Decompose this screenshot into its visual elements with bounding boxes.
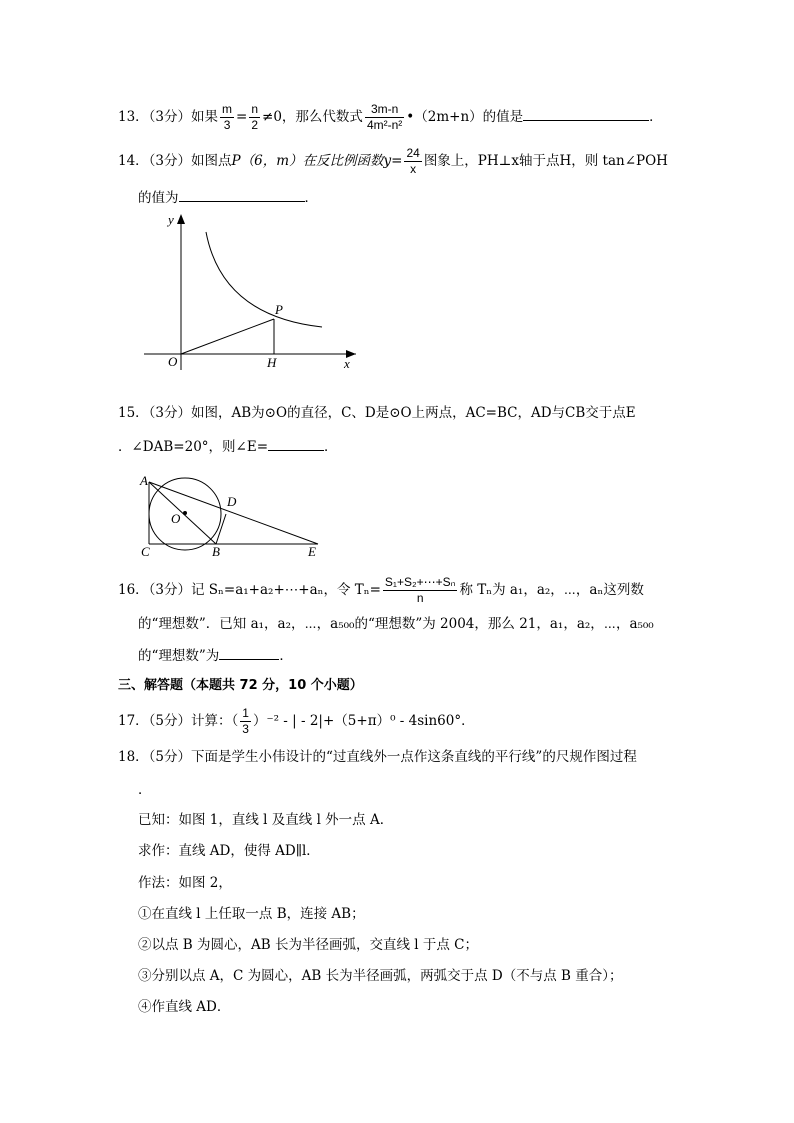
- label-O: O: [168, 354, 178, 369]
- label-E: E: [308, 544, 316, 559]
- label-P: P: [275, 302, 283, 317]
- hyperbola-curve: [206, 232, 322, 327]
- question-13: 13．（3分）如果 $\frac{m}{3}$ = $\frac{n}{2}$ ≠0，那么代数式 $\frac{3m-n}{\text{4m²-n²}}$ •（2m+n）的值是 ．: [118, 102, 663, 132]
- q13-prefix: 13．（3分）如果: [118, 109, 219, 125]
- q15-line-2: ．∠DAB=20°，则∠E= ．: [118, 436, 338, 457]
- q14-fraction-24-over-x: $\frac{24}{x}$: [406, 146, 420, 176]
- label-y: y: [168, 212, 174, 227]
- label-H: H: [267, 355, 277, 370]
- diameter-AB: [149, 482, 216, 544]
- question-18: 18．（5分）下面是学生小伟设计的“过直线外一点作这条直线的平行线”的尺规作图过程: [118, 749, 637, 765]
- q16-fraction: $\frac{\text{S₁+S₂+⋯+Sₙ}}{n}$: [384, 575, 456, 605]
- center-dot: [183, 511, 187, 515]
- q18-step-2: ②以点 B 为圆心，AB 长为半径画弧，交直线 l 于点 C；: [138, 937, 478, 953]
- segment-OP: [181, 319, 274, 354]
- q14-line-2: 的值为 ．: [138, 187, 318, 208]
- q15-answer-blank[interactable]: [268, 436, 324, 451]
- label-x: x: [344, 356, 350, 371]
- q14-answer-blank[interactable]: [179, 187, 305, 202]
- q18-step-1: ①在直线 l 上任取一点 B，连接 AB；: [138, 906, 365, 922]
- q13-fraction-m-over-3: $\frac{m}{3}$: [222, 102, 233, 132]
- q14-graph: [138, 208, 368, 378]
- q16-line-2: 的“理想数”．已知 a₁，a₂，⋯，a₅₀₀的“理想数”为 2004，那么 21，a₁，a₂，⋯，a₅₀₀: [138, 616, 654, 632]
- question-17: 17．（5分）计算：（ $\frac{1}{3}$ ）⁻² - | - 2|+（5+π）⁰ - 4sin60°．: [118, 706, 475, 736]
- q18-step-4: ④作直线 AD．: [138, 999, 231, 1015]
- question-16: 16．（3分）记 Sₙ=a₁+a₂+⋯+aₙ，令 Tₙ= $\frac{\text{S₁+S₂+⋯+Sₙ}}{n}$ 称 Tₙ为 a₁，a₂，⋯，aₙ这列数: [118, 575, 644, 605]
- q18-step-3: ③分别以点 A，C 为圆心，AB 长为半径画弧，两弧交于点 D（不与点 B 重合）；: [138, 968, 623, 984]
- q18-seek: 求作：直线 AD，使得 AD∥l．: [138, 843, 320, 859]
- q18-line-1b: ．: [138, 782, 152, 798]
- q17-fraction-1-over-3: $\frac{1}{3}$: [242, 706, 249, 736]
- q18-known: 已知：如图 1，直线 l 及直线 l 外一点 A．: [138, 812, 394, 828]
- label-A: A: [140, 473, 148, 488]
- q16-answer-blank[interactable]: [219, 645, 279, 660]
- label-O: O: [171, 511, 181, 526]
- q16-line-3: 的“理想数”为 ．: [138, 645, 293, 666]
- label-B: B: [212, 544, 220, 559]
- q18-method: 作法：如图 2，: [138, 875, 232, 891]
- label-D: D: [227, 494, 237, 509]
- q15-figure: [136, 468, 336, 560]
- question-15: 15．（3分）如图，AB为⊙O的直径，C、D是⊙O上两点，AC=BC，AD与CB交于点E: [118, 405, 636, 421]
- y-axis-arrow-icon: [177, 214, 185, 224]
- q13-fraction-n-over-2: $\frac{n}{2}$: [251, 102, 259, 132]
- q13-answer-blank[interactable]: [523, 106, 649, 121]
- question-14: 14．（3分）如图点P（6，m）在反比例函数y= $\frac{24}{x}$ 图象上，PH⊥x轴于点H，则 tan∠POH: [118, 146, 668, 176]
- label-C: C: [141, 544, 150, 559]
- q13-fraction-expression: $\frac{3m-n}{\text{4m²-n²}}$: [366, 102, 403, 132]
- section-3-heading: 三、解答题（本题共 72 分，10 个小题）: [118, 678, 363, 693]
